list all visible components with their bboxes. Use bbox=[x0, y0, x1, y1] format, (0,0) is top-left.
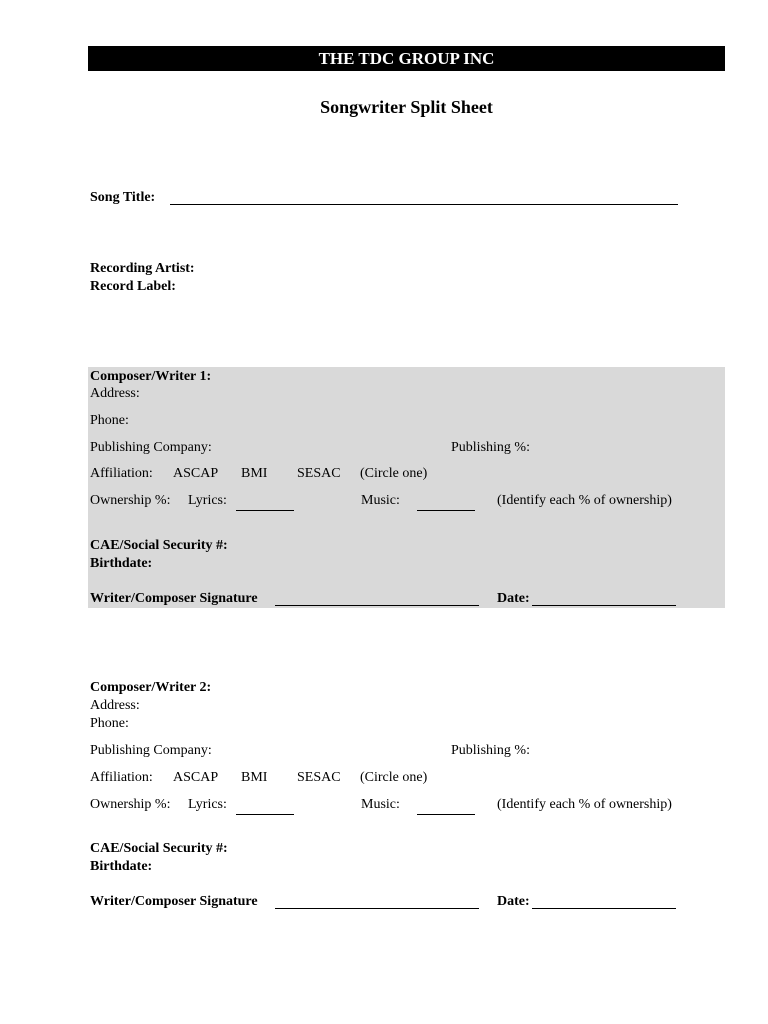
writer-1-signature-label: Writer/Composer Signature bbox=[90, 591, 258, 606]
writer-1-lyrics-label: Lyrics: bbox=[188, 493, 227, 508]
writer-2-signature-label: Writer/Composer Signature bbox=[90, 894, 258, 909]
writer-2-music-field[interactable] bbox=[417, 814, 475, 815]
writer-2-affiliation-ascap[interactable]: ASCAP bbox=[173, 770, 219, 785]
writer-2-birthdate-label: Birthdate: bbox=[90, 859, 153, 874]
company-header: THE TDC GROUP INC bbox=[88, 46, 725, 71]
writer-2-circle-note: (Circle one) bbox=[360, 770, 428, 785]
writer-1-lyrics-field[interactable] bbox=[236, 510, 294, 511]
writer-1-publishing-company-label: Publishing Company: bbox=[90, 440, 212, 455]
writer-1-signature-field[interactable] bbox=[275, 605, 479, 606]
writer-1-date-field[interactable] bbox=[532, 605, 676, 606]
writer-2-heading: Composer/Writer 2: bbox=[90, 680, 212, 695]
writer-1-music-field[interactable] bbox=[417, 510, 475, 511]
writer-2-music-label: Music: bbox=[361, 797, 400, 812]
writer-1-affiliation-sesac[interactable]: SESAC bbox=[297, 466, 341, 481]
writer-2-affiliation-bmi[interactable]: BMI bbox=[241, 770, 268, 785]
writer-1-ownership-label: Ownership %: bbox=[90, 493, 171, 508]
writer-2-address-label: Address: bbox=[90, 698, 140, 713]
writer-2-signature-field[interactable] bbox=[275, 908, 479, 909]
writer-2-lyrics-field[interactable] bbox=[236, 814, 294, 815]
writer-1-circle-note: (Circle one) bbox=[360, 466, 428, 481]
writer-1-phone-label: Phone: bbox=[90, 413, 129, 428]
writer-2-cae-label: CAE/Social Security #: bbox=[90, 841, 228, 856]
writer-1-music-label: Music: bbox=[361, 493, 400, 508]
writer-2-identify-note: (Identify each % of ownership) bbox=[497, 797, 672, 812]
writer-1-affiliation-bmi[interactable]: BMI bbox=[241, 466, 268, 481]
writer-2-date-field[interactable] bbox=[532, 908, 676, 909]
record-label-label: Record Label: bbox=[90, 279, 176, 294]
writer-1-section bbox=[88, 367, 725, 608]
page-title: Songwriter Split Sheet bbox=[320, 97, 493, 117]
writer-1-date-label: Date: bbox=[497, 591, 530, 606]
writer-2-affiliation-sesac[interactable]: SESAC bbox=[297, 770, 341, 785]
writer-1-address-label: Address: bbox=[90, 386, 140, 401]
writer-2-date-label: Date: bbox=[497, 894, 530, 909]
writer-2-publishing-pct-label: Publishing %: bbox=[451, 743, 530, 758]
writer-1-birthdate-label: Birthdate: bbox=[90, 556, 153, 571]
writer-2-ownership-label: Ownership %: bbox=[90, 797, 171, 812]
writer-2-affiliation-label: Affiliation: bbox=[90, 770, 153, 785]
writer-2-lyrics-label: Lyrics: bbox=[188, 797, 227, 812]
writer-1-publishing-pct-label: Publishing %: bbox=[451, 440, 530, 455]
writer-1-affiliation-ascap[interactable]: ASCAP bbox=[173, 466, 219, 481]
song-title-field[interactable] bbox=[170, 204, 678, 205]
song-title-label: Song Title: bbox=[90, 190, 156, 205]
writer-1-cae-label: CAE/Social Security #: bbox=[90, 538, 228, 553]
writer-1-affiliation-label: Affiliation: bbox=[90, 466, 153, 481]
writer-1-identify-note: (Identify each % of ownership) bbox=[497, 493, 672, 508]
writer-1-heading: Composer/Writer 1: bbox=[90, 369, 212, 384]
writer-2-phone-label: Phone: bbox=[90, 716, 129, 731]
writer-2-publishing-company-label: Publishing Company: bbox=[90, 743, 212, 758]
recording-artist-label: Recording Artist: bbox=[90, 261, 195, 276]
